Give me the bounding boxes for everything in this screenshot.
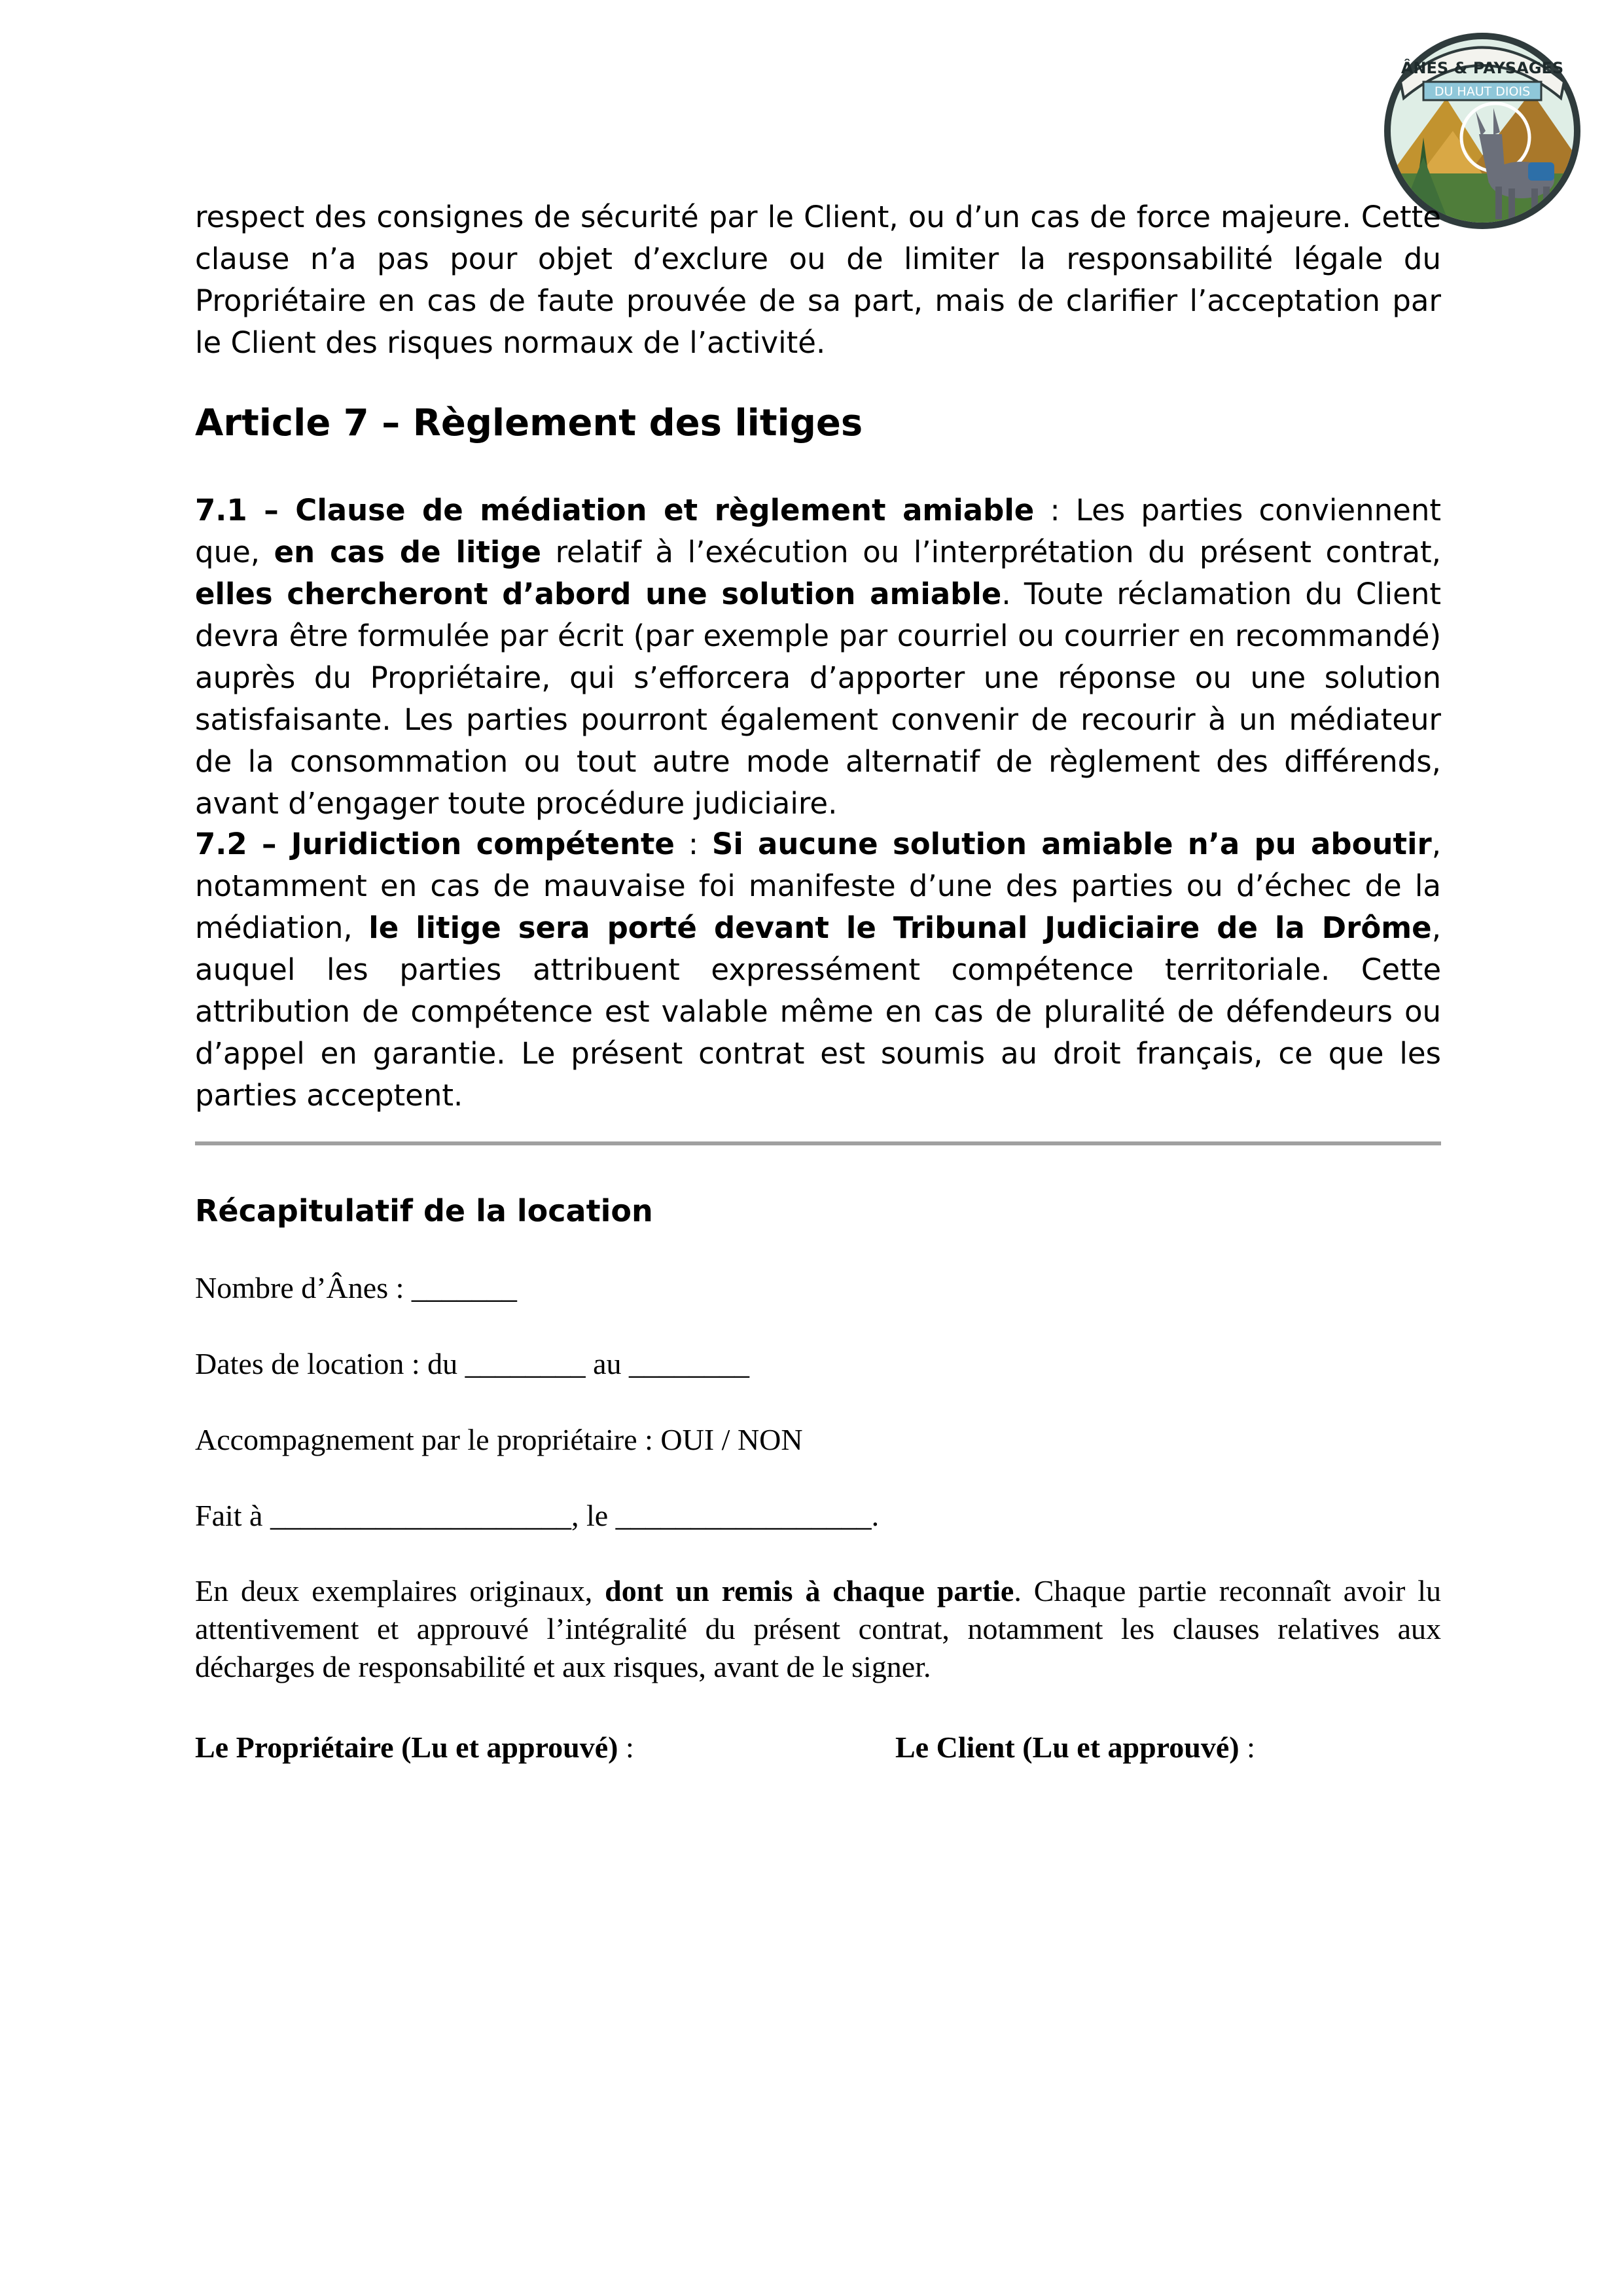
recap-accompagnement: Accompagnement par le propriétaire : OUI / NON xyxy=(195,1423,803,1456)
client-label: Le Client (Lu et approuvé) xyxy=(895,1731,1240,1764)
client-signature-label xyxy=(895,1728,1255,1767)
clause-7-2-text-c: , auquel les parties attribuent expressément compétence territoriale. Cette attribution de compétence est valable même en cas de pluralité de défendeurs ou d’appel en garantie. Le présent contrat est soumis au droit français, ce que les parties acceptent. xyxy=(195,910,1441,1113)
clause-7-2 xyxy=(195,823,1441,1117)
owner-colon: : xyxy=(618,1731,634,1764)
logo-title: ÂNES & PAYSAGES xyxy=(1400,59,1564,77)
closing-text-a: En deux exemplaires originaux, xyxy=(195,1574,605,1607)
client-colon: : xyxy=(1239,1731,1255,1764)
clause-7-2-bold-a: Si aucune solution amiable n’a pu aboutir xyxy=(711,827,1432,861)
clause-7-1-label: 7.1 – Clause de médiation et règlement amiable xyxy=(195,493,1035,528)
clause-7-1-bold-b: elles chercheront d’abord une solution amiable xyxy=(195,577,1002,611)
clause-7-1-text-c: . Toute réclamation du Client devra être formulée par écrit (par exemple par courriel ou courrier en recommandé) auprès du Propriétaire, qui s’efforcera d’apporter une réponse ou une solution satisfaisante. Les parties pourront également convenir de recourir à un médiateur de la consommation ou tout autre mode alternatif de règlement des différends, avant d’engager toute procédure judiciaire. xyxy=(195,577,1441,821)
closing-text-b: . Chaque partie reconnaît avoir lu attentivement et approuvé l’intégralité du présent contrat, notamment les clauses relatives aux décharges de responsabilité et aux risques, avant de le signer. xyxy=(195,1574,1441,1683)
section-divider xyxy=(195,1141,1441,1145)
closing-bold: dont un remis à chaque partie xyxy=(605,1574,1014,1607)
clause-7-2-label: 7.2 – Juridiction compétente xyxy=(195,827,675,861)
clause-7-1-text-b: relatif à l’exécution ou l’interprétation du présent contrat, xyxy=(541,535,1441,569)
clause-7-1-bold-a: en cas de litige xyxy=(274,535,542,569)
clause-7-1 xyxy=(195,490,1441,825)
closing-paragraph xyxy=(195,1572,1441,1686)
clause-7-2-bold-b: le litige sera porté devant le Tribunal Judiciaire de la Drôme xyxy=(368,910,1432,945)
recap-dates: Dates de location : du ________ au ________ xyxy=(195,1347,750,1380)
clause-7-2-text-a: : xyxy=(674,827,712,861)
logo-subtitle: DU HAUT DIOIS xyxy=(1434,84,1531,99)
owner-signature-label xyxy=(195,1728,634,1767)
recap-nombre-anes: Nombre d’Ânes : _______ xyxy=(195,1271,517,1304)
clause-7-2-text-b: , notamment en cas de mauvaise foi manifeste d’une des parties ou d’échec de la médiation, xyxy=(195,827,1441,945)
article-7-title: Article 7 – Règlement des litiges xyxy=(195,402,863,444)
owner-label: Le Propriétaire (Lu et approuvé) xyxy=(195,1731,618,1764)
intro-paragraph: respect des consignes de sécurité par le Client, ou d’un cas de force majeure. Cette clause n’a pas pour objet d’exclure ou de limiter la responsabilité légale du Propriétaire en cas de faute prouvée de sa part, mais de clarifier l’acceptation par le Client des risques normaux de l’activité. xyxy=(195,200,1441,360)
recap-title: Récapitulatif de la location xyxy=(195,1193,653,1229)
clause-7-1-text-a: : Les parties conviennent que, xyxy=(195,493,1441,569)
recap-fait-a: Fait à ____________________, le _________________. xyxy=(195,1499,880,1532)
